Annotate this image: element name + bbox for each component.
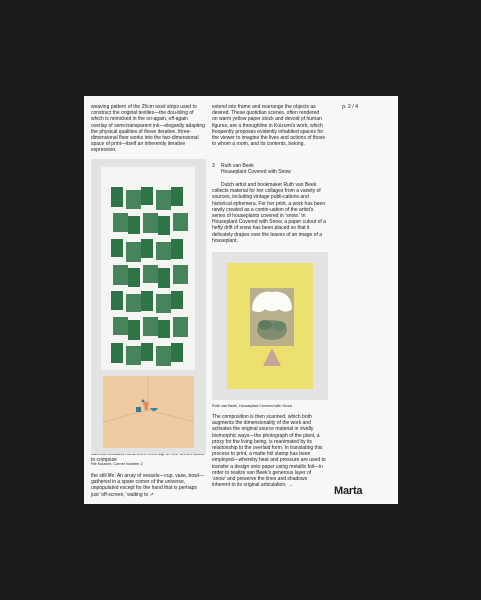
weave-strip <box>158 320 170 338</box>
weave-strip <box>113 317 128 335</box>
figure-houseplant <box>212 252 328 400</box>
section-3-text: Dutch artist and bookmaker Ruth van Beek collects material for her collages from a variety of sources, including vintage publi-cations and historical ephemera. For her print, a work has been newly created as a contin-uation of the artist’s series of houseplants covered in ‘snow.’ In Houseplant Covered with Snow, a paper cutout of a hefty drift of snow has been placed so that it delicately drapes over the leaves of an image of a houseplant. <box>212 182 326 244</box>
weave-strip <box>156 242 171 260</box>
weave-strip <box>141 239 153 258</box>
weave-strip <box>143 317 158 336</box>
page-number: p. 2 / 4 <box>342 104 358 110</box>
weave-strip <box>128 268 140 287</box>
section-2-text: to compose <box>91 457 117 464</box>
weave-strip <box>128 216 140 234</box>
weave-strip <box>128 320 140 340</box>
col1-outro-text: the still life: An array of vessels—cup, vase, bowl—gathered in a spare corner of the universe, unpopulated except for the hand that is perhaps just ‘off-screen,’ waiting to ↗ <box>91 473 204 498</box>
col2-outro-text: The composition is then scanned, which both augments the dimensionality of the work and activates the original source material in vividly biomorphic ways—the photograph of the plant, a proxy for the living being, is reanimated by its relationship to the overlaid form. In translating this process to print, a matte foil stamp has been employed—whereby heat and pressure are used to transfer a design onto paper using metallic foil—in order to realize van Beek’s generous layer of ‘snow’ and preserve the lines and shadows inherent to its original articulation. → <box>212 414 326 489</box>
figure-corner-number-2-print <box>91 370 206 454</box>
weave-strip <box>113 213 128 232</box>
weave-strip <box>141 343 153 361</box>
houseplant-image <box>212 252 328 400</box>
weave-strip <box>111 343 123 363</box>
weave-strip <box>126 294 141 312</box>
weave-strip <box>111 187 123 207</box>
weave-strip <box>156 294 171 313</box>
weave-strip <box>126 242 141 262</box>
corner-number-2-image <box>91 370 206 454</box>
section-3-heading <box>212 163 326 175</box>
fig2-caption: Rie Koizumi, Corner Number 2 <box>91 462 143 466</box>
weave-strip <box>111 291 123 310</box>
weave-strip <box>141 291 153 311</box>
weave-strip <box>158 216 170 235</box>
figure-woven-print <box>91 159 206 387</box>
weave-strip <box>143 265 158 283</box>
section-3-number: 3 <box>212 163 215 169</box>
weave-strip <box>113 265 128 285</box>
section-3-title: Ruth van Beek <box>221 163 254 169</box>
section-3-subtitle: Houseplant Covered with Snow <box>221 169 291 176</box>
weave-strip <box>111 239 123 257</box>
weave-strip <box>156 190 171 210</box>
weave-strip <box>173 213 188 231</box>
weave-strip <box>173 265 188 284</box>
weave-strip <box>126 190 141 209</box>
weave-strip <box>141 187 153 205</box>
fig3-caption: Ruth van Beek, Houseplant Covered with Snow <box>212 404 292 408</box>
weave-strip <box>143 213 158 233</box>
weave-strip <box>158 268 170 288</box>
weave-strip <box>126 346 141 365</box>
col2-intro-text: extend into frame and rearrange the objects as desired. These quotidian scenes, often rendered on warm yellow paper stock and devoid of human figures, are a throughline in Koizumi’s work, which frequently proposes evidently inhabited spaces for the viewer to imagine the lives and actions of those to whom a room, and its contents, belong. <box>212 104 326 148</box>
weave-strip <box>171 343 183 362</box>
marta-logo: Marta <box>334 485 363 497</box>
weave-strip <box>171 239 183 259</box>
col1-intro-text: weaving pattern of the 25cm wool strips used to construct the original textiles—the dou-bling of which is mimicked in the on-again, off-again overlay of semi-transparent ink—elegantly adapting the physical qualities of these iterative, three-dimensional floor works into the two-dimensional space of print—itself an inherently iterative expression. <box>91 104 205 154</box>
weave-strip <box>171 187 183 206</box>
weave-strip <box>173 317 188 337</box>
weave-strip <box>171 291 183 309</box>
woven-print-image <box>91 159 206 387</box>
weave-strip <box>156 346 171 366</box>
